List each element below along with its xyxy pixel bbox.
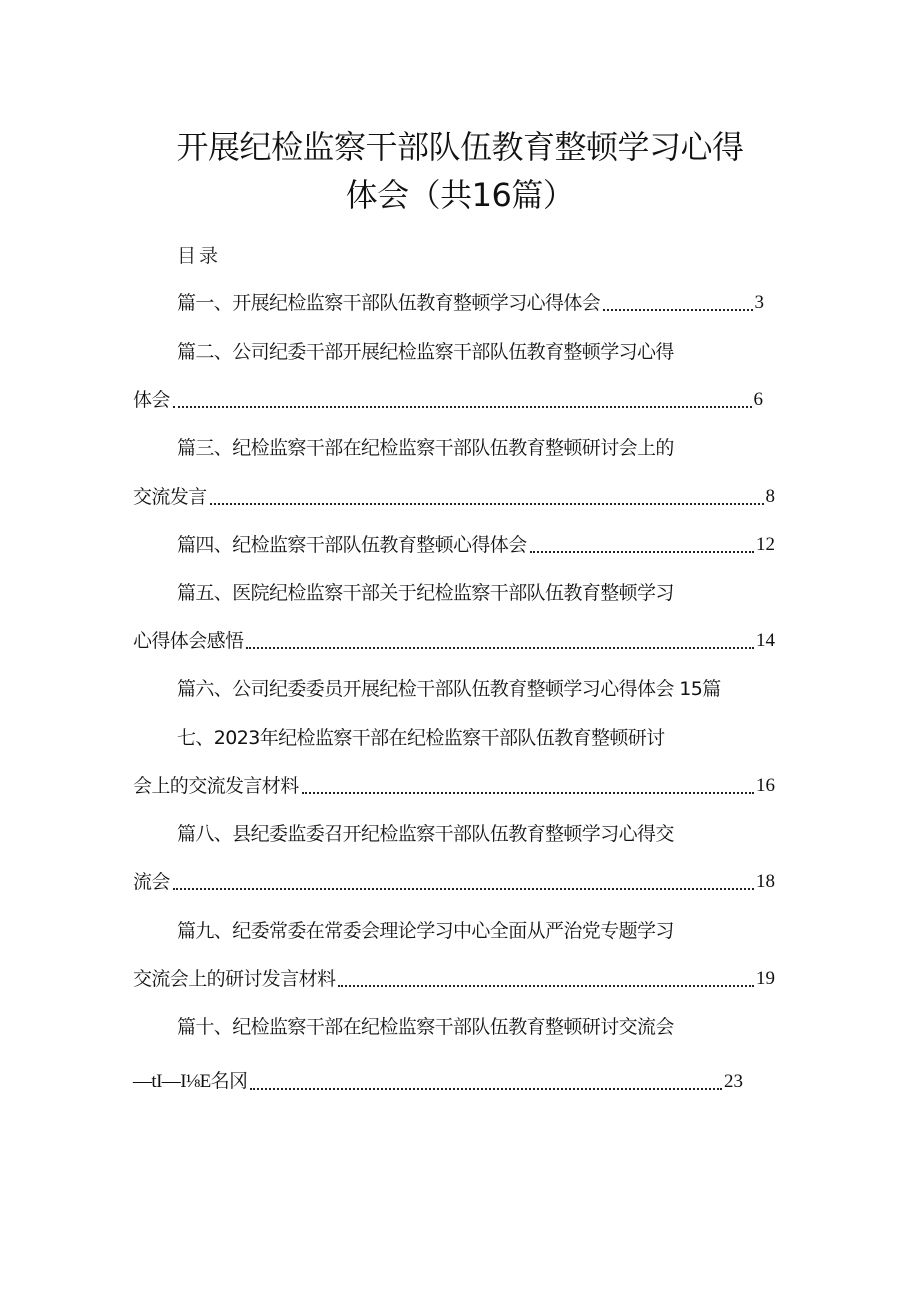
- toc-entry-continuation[interactable]: [133, 965, 775, 993]
- toc-entry[interactable]: [177, 675, 787, 703]
- toc-entry-continuation[interactable]: [133, 772, 775, 800]
- title-line-2: 体会（共16篇）: [345, 176, 575, 214]
- toc-entry-text: 体会: [133, 389, 170, 411]
- toc-entry-continuation[interactable]: [133, 386, 763, 414]
- toc-leader-dots: [173, 404, 752, 408]
- toc-entry-continuation[interactable]: [133, 483, 775, 511]
- toc-leader-dots: [530, 549, 754, 553]
- toc-entry-text: 篇九、纪委常委在常委会理论学习中心全面从严治党专题学习: [177, 920, 674, 942]
- toc-entry-text: 交流发言: [133, 486, 207, 508]
- toc-entry[interactable]: [177, 338, 777, 366]
- toc-leader-dots: [173, 886, 754, 890]
- toc-leader-dots: [250, 1086, 722, 1090]
- toc-page-number: 14: [756, 630, 775, 651]
- toc-entry-text: 篇六、公司纪委委员开展纪检干部队伍教育整顿学习心得体会 15篇: [177, 678, 721, 700]
- toc-entry-text: —tI—I⅛E名冈: [133, 1071, 248, 1092]
- toc-page-number: 8: [765, 486, 775, 507]
- toc-leader-dots: [603, 307, 752, 311]
- toc-leader-dots: [302, 790, 754, 794]
- toc-page-number: 3: [754, 292, 764, 313]
- toc-entry-text: 篇八、县纪委监委召开纪检监察干部队伍教育整顿学习心得交: [177, 823, 674, 845]
- title-line-1: 开展纪检监察干部队伍教育整顿学习心得: [176, 128, 744, 166]
- toc-leader-dots: [246, 645, 754, 649]
- toc-leader-dots: [338, 983, 754, 987]
- toc-entry[interactable]: [177, 724, 777, 752]
- toc-entry-text: 篇一、开展纪检监察干部队伍教育整顿学习心得体会: [177, 292, 601, 314]
- toc-entry-text: 交流会上的研讨发言材料: [133, 968, 336, 990]
- toc-entry-text: 会上的交流发言材料: [133, 775, 299, 797]
- toc-entry[interactable]: [177, 1013, 777, 1041]
- toc-page-number: 12: [756, 534, 775, 555]
- toc-page-number: 16: [756, 775, 775, 796]
- toc-entry[interactable]: [177, 579, 777, 607]
- toc-entry-text: 心得体会感悟: [133, 630, 244, 652]
- toc-entry[interactable]: [177, 531, 775, 559]
- toc-leader-dots: [210, 501, 764, 505]
- toc-entry[interactable]: [177, 434, 777, 462]
- toc-entry-continuation[interactable]: [133, 868, 775, 896]
- toc-page-number: 18: [756, 871, 775, 892]
- toc-entry-text: 篇十、纪检监察干部在纪检监察干部队伍教育整顿研讨交流会: [177, 1016, 674, 1038]
- toc-page-number: 19: [756, 968, 775, 989]
- toc-heading: 目录: [177, 245, 222, 267]
- toc-entry-text: 篇四、纪检监察干部队伍教育整顿心得体会: [177, 534, 527, 556]
- toc-page-number: 23: [724, 1071, 743, 1092]
- toc-entry[interactable]: [177, 820, 777, 848]
- toc-entry-text: 七、2023年纪检监察干部在纪检监察干部队伍教育整顿研讨: [177, 727, 665, 749]
- toc-entry[interactable]: [177, 917, 777, 945]
- toc-entry-text: 流会: [133, 871, 170, 893]
- toc-entry-text: 篇三、纪检监察干部在纪检监察干部队伍教育整顿研讨会上的: [177, 437, 674, 459]
- toc-entry-continuation[interactable]: [133, 627, 775, 655]
- toc-entry-text: 篇五、医院纪检监察干部关于纪检监察干部队伍教育整顿学习: [177, 582, 674, 604]
- toc-entry-continuation[interactable]: [133, 1068, 743, 1096]
- toc-page-number: 6: [753, 389, 763, 410]
- toc-entry[interactable]: [177, 289, 764, 317]
- toc-entry-text: 篇二、公司纪委干部开展纪检监察干部队伍教育整顿学习心得: [177, 341, 674, 363]
